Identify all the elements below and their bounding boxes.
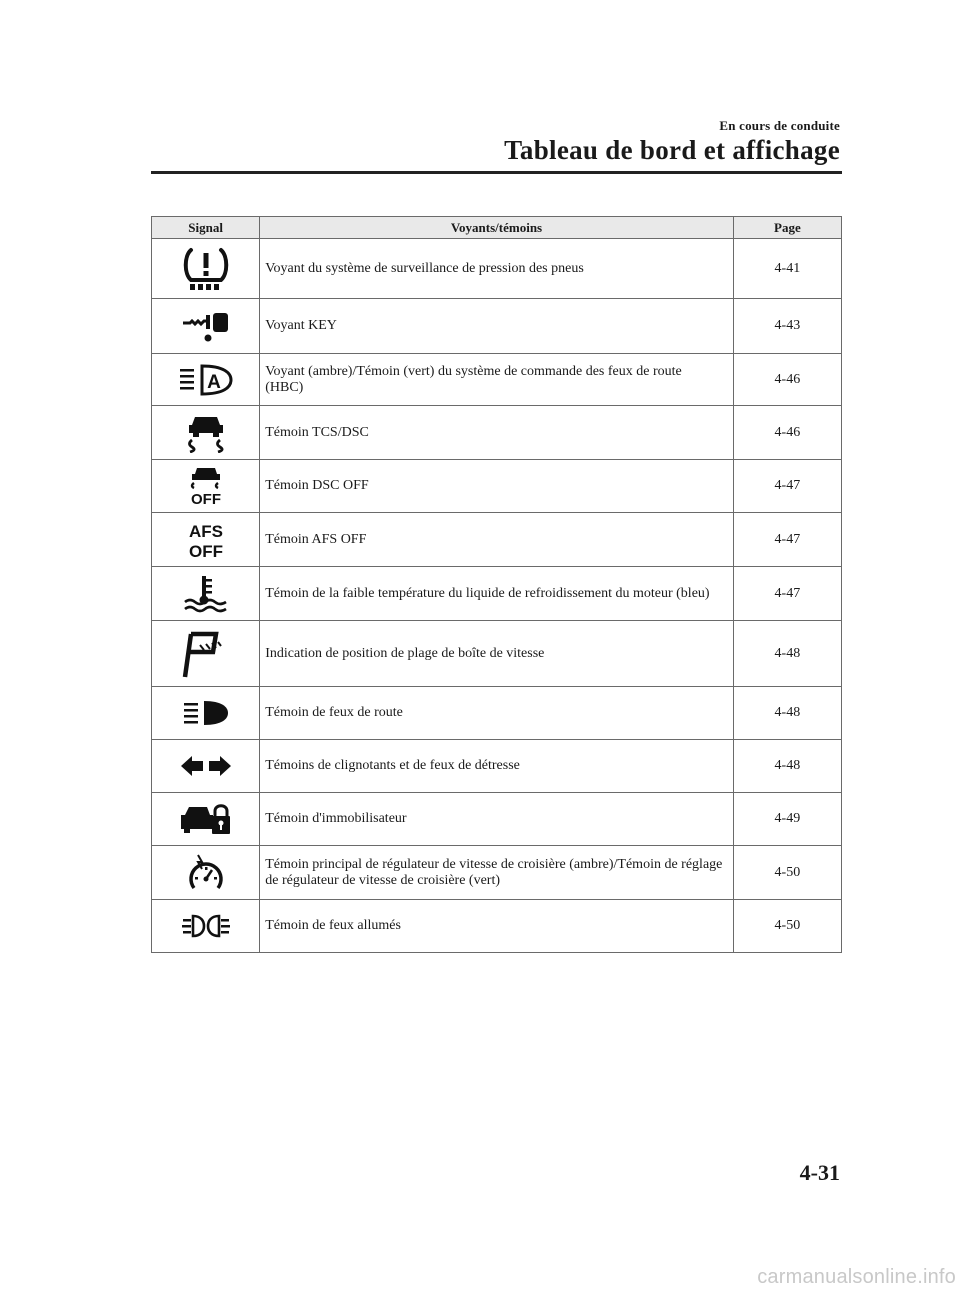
row-page: 4-49 [733, 793, 841, 846]
table-header-row [152, 217, 842, 239]
lights-on-icon [181, 912, 231, 940]
row-page: 4-41 [733, 239, 841, 299]
table-row [152, 846, 842, 900]
row-page: 4-46 [733, 354, 841, 406]
row-page: 4-46 [733, 406, 841, 460]
column-header-description: Voyants/témoins [260, 217, 734, 239]
afs-label: AFS [188, 521, 223, 541]
row-description: Témoin de feux allumés [260, 900, 734, 953]
tire-pressure-warning-icon [181, 246, 231, 292]
table-row [152, 299, 842, 354]
high-beam-icon [182, 698, 230, 728]
warning-lights-table [151, 216, 842, 953]
section-label: En cours de conduite [719, 118, 840, 133]
table-row [152, 900, 842, 953]
header-rule [151, 171, 842, 174]
row-page: 4-50 [733, 900, 841, 953]
turn-signal-hazard-icon [179, 753, 233, 779]
page-title: Tableau de bord et affichage [504, 135, 840, 165]
column-header-page: Page [733, 217, 841, 239]
high-beam-control-icon [178, 363, 234, 397]
row-page: 4-43 [733, 299, 841, 354]
key-warning-icon [180, 309, 232, 343]
table-row [152, 621, 842, 687]
row-page: 4-47 [733, 513, 841, 567]
row-description: Témoin d'immobilisateur [260, 793, 734, 846]
hbc-letter: A [206, 371, 221, 393]
table-row [152, 793, 842, 846]
table-row [152, 513, 842, 567]
row-description: Indication de position de plage de boîte de vitesse [260, 621, 734, 687]
low-coolant-temperature-icon [182, 574, 230, 614]
table-row [152, 740, 842, 793]
row-description: Voyant KEY [260, 299, 734, 354]
row-page: 4-48 [733, 621, 841, 687]
watermark: carmanualsonline.info [757, 1266, 956, 1288]
table-row [152, 687, 842, 740]
row-page: 4-50 [733, 846, 841, 900]
row-description: Témoin principal de régulateur de vitesse de croisière (ambre)/Témoin de réglage de régulateur de vitesse de croisière (vert) [260, 846, 734, 900]
row-description: Témoin de la faible température du liquide de refroidissement du moteur (bleu) [260, 567, 734, 621]
table-row [152, 406, 842, 460]
row-page: 4-48 [733, 740, 841, 793]
immobilizer-icon [179, 801, 233, 837]
row-description: Voyant (ambre)/Témoin (vert) du système de commande des feux de route (HBC) [260, 354, 734, 406]
row-page: 4-47 [733, 460, 841, 513]
afs-off-icon [182, 520, 230, 560]
page-number: 4-31 [799, 1160, 840, 1185]
shift-position-icon [182, 628, 230, 680]
row-description: Témoin de feux de route [260, 687, 734, 740]
row-description: Voyant du système de surveillance de pression des pneus [260, 239, 734, 299]
table-row [152, 239, 842, 299]
row-description: Témoin DSC OFF [260, 460, 734, 513]
dsc-off-icon [182, 466, 230, 506]
cruise-control-icon [184, 852, 228, 894]
row-description: Témoin TCS/DSC [260, 406, 734, 460]
table-row [152, 567, 842, 621]
off-label: OFF [190, 491, 221, 506]
table-row [152, 460, 842, 513]
row-page: 4-48 [733, 687, 841, 740]
row-description: Témoin AFS OFF [260, 513, 734, 567]
column-header-signal: Signal [152, 217, 260, 239]
row-page: 4-47 [733, 567, 841, 621]
tcs-dsc-icon [182, 413, 230, 453]
off-label: OFF [188, 541, 223, 560]
row-description: Témoins de clignotants et de feux de détresse [260, 740, 734, 793]
table-row [152, 354, 842, 406]
